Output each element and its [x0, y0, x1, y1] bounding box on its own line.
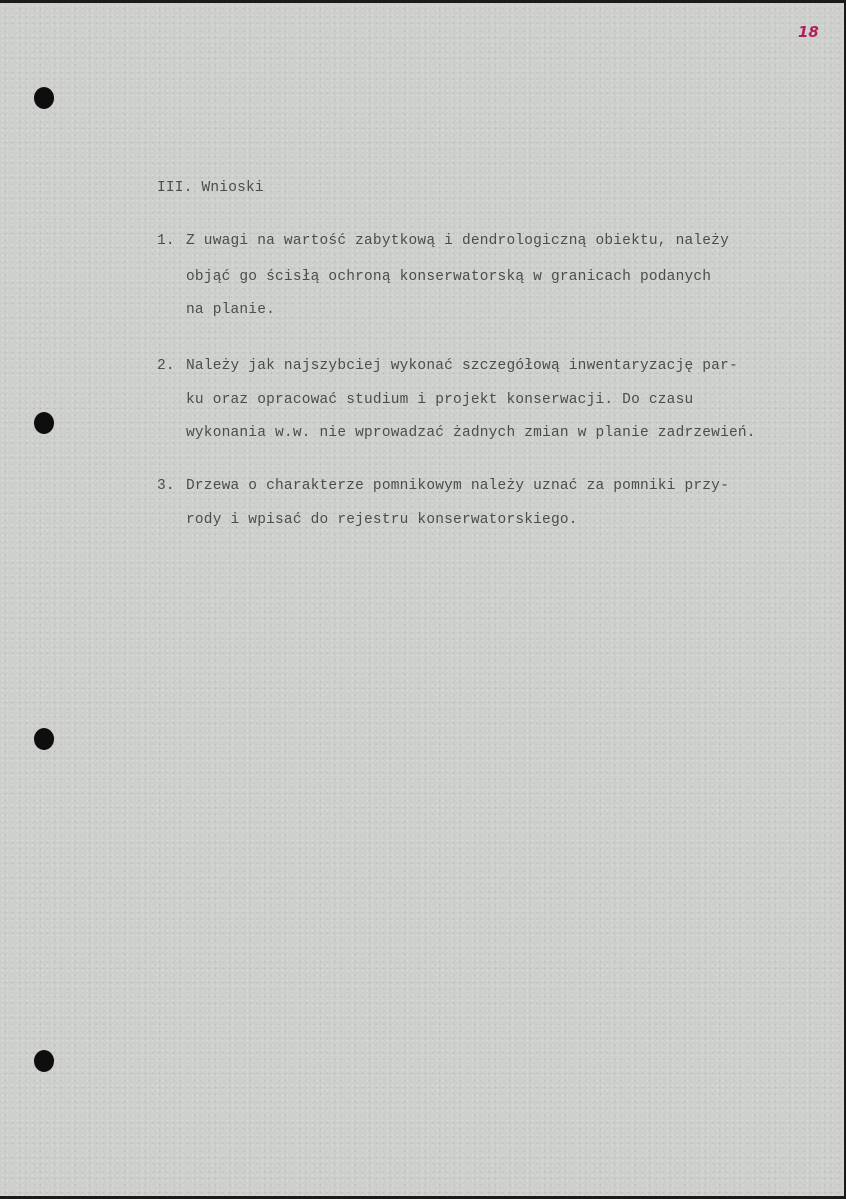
- document-page: [0, 3, 844, 1196]
- item-number: 3.: [157, 478, 175, 494]
- punch-hole-1: [34, 87, 54, 109]
- section-heading: III. Wnioski: [157, 180, 264, 196]
- item-number: 2.: [157, 358, 175, 374]
- item-number: 1.: [157, 233, 175, 249]
- item-line: objąć go ścisłą ochroną konserwatorską w granicach podanych: [186, 269, 712, 285]
- item-line: rody i wpisać do rejestru konserwatorskiego.: [186, 512, 578, 528]
- punch-hole-4: [34, 1050, 54, 1072]
- item-line: Z uwagi na wartość zabytkową i dendrologiczną obiektu, należy: [186, 233, 729, 249]
- item-line: na planie.: [186, 302, 276, 318]
- punch-hole-2: [34, 412, 54, 434]
- page-number: 18: [798, 23, 819, 41]
- item-line: wykonania w.w. nie wprowadzać żadnych zmian w planie zadrzewień.: [186, 425, 756, 441]
- punch-hole-3: [34, 728, 54, 750]
- item-line: Należy jak najszybciej wykonać szczegółową inwentaryzację par-: [186, 358, 738, 374]
- item-line: Drzewa o charakterze pomnikowym należy uznać za pomniki przy-: [186, 478, 729, 494]
- item-line: ku oraz opracować studium i projekt konserwacji. Do czasu: [186, 392, 694, 408]
